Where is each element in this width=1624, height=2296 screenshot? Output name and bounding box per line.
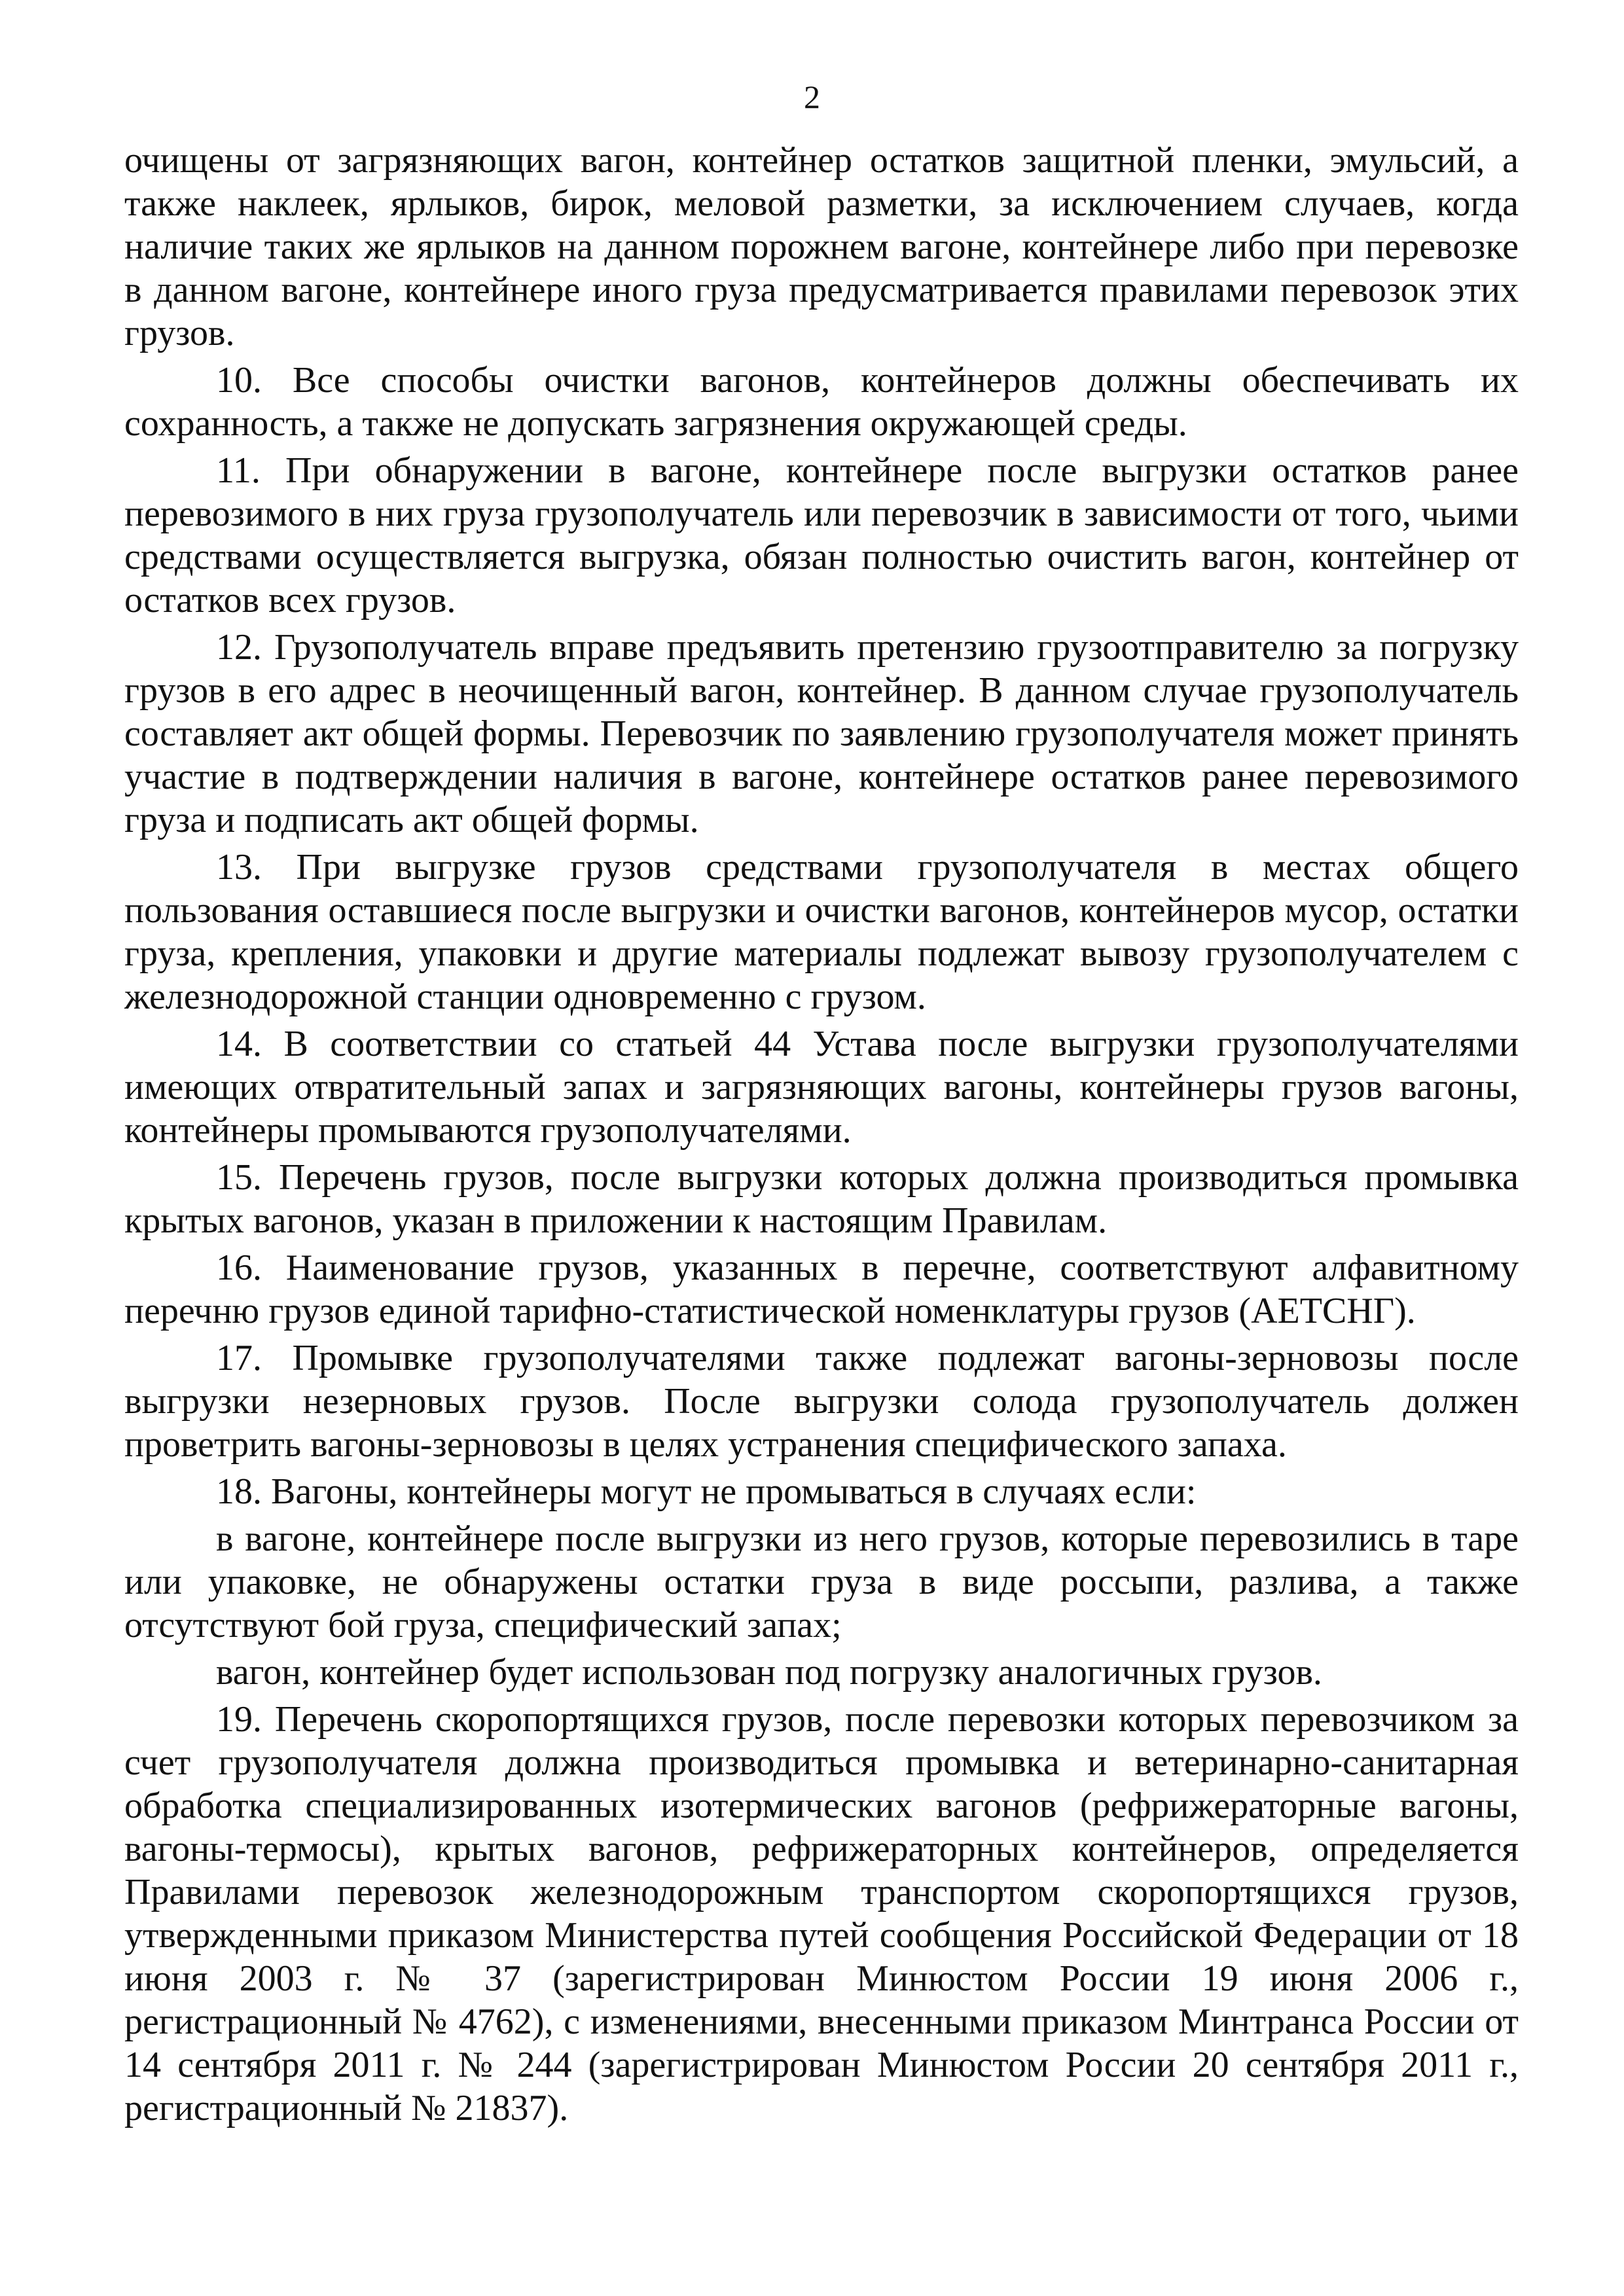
- paragraph-item-12: 12. Грузополучатель вправе предъявить претензию грузоотправителю за погрузку грузов в его адрес в неочищенный вагон, контейнер. В данном случае грузополучатель составляет акт общей формы. Перевозчик по заявлению грузополучателя может принять участие в подтверждении наличия в вагоне, контейнере остатков ранее перевозимого груза и подписать акт общей формы.: [124, 627, 1519, 840]
- document-body: [124, 139, 1519, 2134]
- paragraph-item-13: 13. При выгрузке грузов средствами грузополучателя в местах общего пользования оставшиеся после выгрузки и очистки вагонов, контейнеров мусор, остатки груза, крепления, упаковки и другие материалы подлежат вывозу грузополучателем с железнодорожной станции одновременно с грузом.: [124, 847, 1519, 1017]
- page-number: 2: [804, 79, 820, 115]
- paragraph-item-16: 16. Наименование грузов, указанных в перечне, соответствуют алфавитному перечню грузов единой тарифно-статистической номенклатуры грузов (АЕТСНГ).: [124, 1247, 1519, 1331]
- paragraph-item-14: 14. В соответствии со статьей 44 Устава после выгрузки грузополучателями имеющих отвратительный запах и загрязняющих вагоны, контейнеры грузов вагоны, контейнеры промываются грузополучателями.: [124, 1024, 1519, 1151]
- paragraph-item-17: 17. Промывке грузополучателями также подлежат вагоны-зерновозы после выгрузки незерновых грузов. После выгрузки солода грузополучатель должен проветрить вагоны-зерновозы в целях устранения специфического запаха.: [124, 1338, 1519, 1465]
- paragraph-item-18: 18. Вагоны, контейнеры могут не промываться в случаях если:: [216, 1471, 1197, 1512]
- paragraph-item-11: 11. При обнаружении в вагоне, контейнере после выгрузки остатков ранее перевозимого в них груза грузополучатель или перевозчик в зависимости от того, чьими средствами осуществляется выгрузка, обязан полностью очистить вагон, контейнер от остатков всех грузов.: [124, 450, 1519, 620]
- paragraph-item-15: 15. Перечень грузов, после выгрузки которых должна производиться промывка крытых вагонов, указан в приложении к настоящим Правилам.: [124, 1157, 1519, 1241]
- paragraph-item-18-case-1: в вагоне, контейнере после выгрузки из него грузов, которые перевозились в таре или упаковке, не обнаружены остатки груза в виде россыпи, разлива, а также отсутствуют бой груза, специфический запах;: [124, 1518, 1519, 1645]
- paragraph-item-19: 19. Перечень скоропортящихся грузов, после перевозки которых перевозчиком за счет грузополучателя должна производиться промывка и ветеринарно-санитарная обработка специализированных изотермических вагонов (рефрижераторные вагоны, вагоны-термосы), крытых вагонов, рефрижераторных контейнеров, определяется Правилами перевозок железнодорожным транспортом скоропортящихся грузов, утвержденными приказом Министерства путей сообщения Российской Федерации от 18 июня 2003 г. № 37 (зарегистрирован Минюстом России 19 июня 2006 г., регистрационный № 4762), с изменениями, внесенными приказом Минтранса России от 14 сентября 2011 г. № 244 (зарегистрирован Минюстом России 20 сентября 2011 г., регистрационный № 21837).: [124, 1699, 1519, 2128]
- paragraph-continuation: очищены от загрязняющих вагон, контейнер остатков защитной пленки, эмульсий, а также наклеек, ярлыков, бирок, меловой разметки, за исключением случаев, когда наличие таких же ярлыков на данном порожнем вагоне, контейнере либо при перевозке в данном вагоне, контейнере иного груза предусматривается правилами перевозок этих грузов.: [124, 140, 1519, 353]
- paragraph-item-18-case-2: вагон, контейнер будет использован под погрузку аналогичных грузов.: [216, 1652, 1322, 1693]
- paragraph-item-10: 10. Все способы очистки вагонов, контейнеров должны обеспечивать их сохранность, а также не допускать загрязнения окружающей среды.: [124, 360, 1519, 444]
